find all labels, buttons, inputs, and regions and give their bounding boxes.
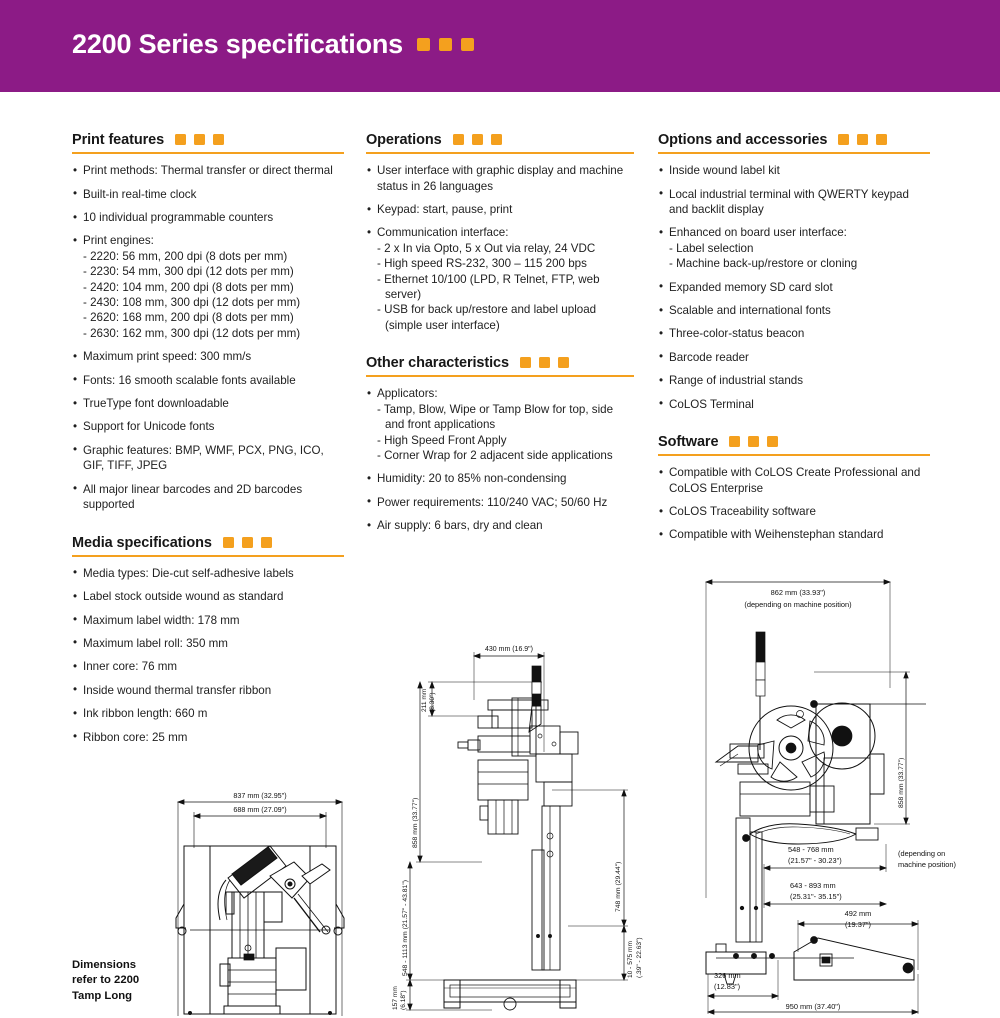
list-item	[72, 706, 344, 721]
section-print-features	[72, 132, 344, 513]
list-item-text: Power requirements: 110/240 VAC; 50/60 Hz	[377, 495, 608, 509]
list-item-text: Range of industrial stands	[669, 374, 804, 388]
list-item-text: Applicators:	[377, 387, 438, 401]
list-item	[72, 373, 344, 388]
sub-item: - Label selection	[669, 241, 754, 255]
list-item-text: Built-in real-time clock	[83, 187, 197, 201]
list-item	[72, 730, 344, 745]
square-marker-icon	[461, 38, 474, 51]
list-item	[72, 636, 344, 651]
list-item	[658, 326, 930, 341]
list-item-text: Graphic features: BMP, WMF, PCX, PNG, ICO, GIF, TIFF, JPEG	[83, 443, 324, 473]
list-item-text: Media types: Die-cut self-adhesive labels	[83, 566, 294, 580]
list-item-text: All major linear barcodes and 2D barcodes supported	[83, 482, 303, 512]
section-header	[72, 535, 344, 551]
section-marker-squares	[175, 134, 224, 145]
list-item-text: Barcode reader	[669, 350, 749, 364]
list-item-text: Print methods: Thermal transfer or direct thermal	[83, 164, 333, 178]
list-item-text: Maximum print speed: 300 mm/s	[83, 350, 252, 364]
dimension-label: 837 mm (32.95")	[233, 791, 287, 800]
dimension-label: 950 mm (37.40")	[785, 1002, 841, 1011]
square-marker-icon	[194, 134, 205, 145]
dimension-label: 548 - 1113 mm (21.57" - 43.81")	[402, 879, 409, 976]
spec-list	[366, 163, 634, 333]
page-header	[0, 0, 1000, 92]
section-title: Options and accessories	[658, 132, 828, 148]
section-header	[658, 434, 930, 450]
dimension-label: 643 - 893 mm	[790, 881, 836, 890]
sub-item: - 2220: 56 mm, 200 dpi (8 dots per mm)	[83, 249, 288, 263]
list-item	[658, 225, 930, 271]
list-item	[366, 471, 634, 486]
section-header	[72, 132, 344, 148]
spec-list	[72, 566, 344, 745]
section-marker-squares	[729, 436, 778, 447]
dimension-label: (12.83")	[714, 982, 741, 991]
list-item	[72, 349, 344, 364]
list-item-text: Inside wound thermal transfer ribbon	[83, 683, 272, 697]
list-item-text: Maximum label roll: 350 mm	[83, 636, 228, 650]
list-item	[658, 163, 930, 178]
section-marker-squares	[453, 134, 502, 145]
list-item-text: CoLOS Traceability software	[669, 505, 816, 519]
list-item	[658, 397, 930, 412]
section-marker-squares	[520, 357, 569, 368]
sub-item: - Machine back-up/restore or cloning	[669, 257, 858, 271]
content-column-2	[366, 132, 634, 542]
list-item	[366, 202, 634, 217]
dimension-label: (depending on machine position)	[744, 600, 852, 609]
dimension-label: 430 mm (16.9")	[484, 646, 534, 653]
list-item-text: Three-color-status beacon	[669, 327, 805, 341]
list-item-text: Local industrial terminal with QWERTY keypad and backlit display	[669, 187, 909, 216]
sub-item: - USB for back up/restore and label upload (simple user interface)	[377, 303, 597, 332]
list-item	[366, 225, 634, 333]
list-item	[72, 210, 344, 225]
section-divider	[658, 454, 930, 456]
technical-drawing-side-view	[392, 640, 648, 1018]
list-item	[366, 163, 634, 194]
list-item	[72, 683, 344, 698]
list-item-text: Print engines:	[83, 234, 154, 248]
sub-item: - Ethernet 10/100 (LPD, R Telnet, FTP, web server)	[377, 272, 600, 302]
square-marker-icon	[491, 134, 502, 145]
list-item-text: Ink ribbon length: 660 m	[83, 707, 208, 721]
sub-item: - 2630: 162 mm, 300 dpi (12 dots per mm)	[83, 326, 301, 340]
list-item-text: Support for Unicode fonts	[83, 420, 215, 434]
square-marker-icon	[539, 357, 550, 368]
square-marker-icon	[242, 537, 253, 548]
section-media-specifications	[72, 535, 344, 745]
dimension-label: (21.57" - 30.23")	[788, 856, 842, 865]
front-view-svg	[170, 788, 350, 1018]
section-other-characteristics	[366, 355, 634, 533]
drawing-note	[72, 958, 139, 1004]
square-marker-icon	[767, 436, 778, 447]
list-item	[658, 373, 930, 388]
header-marker-squares	[417, 38, 474, 51]
spec-list	[658, 465, 930, 543]
rear-view-svg	[694, 568, 994, 1016]
section-marker-squares	[838, 134, 887, 145]
list-item	[658, 527, 930, 542]
list-item	[658, 187, 930, 218]
sub-item: - High Speed Front Apply	[377, 433, 507, 447]
square-marker-icon	[520, 357, 531, 368]
square-marker-icon	[417, 38, 430, 51]
dimension-label: (25.31"- 35.15")	[790, 892, 842, 901]
square-marker-icon	[748, 436, 759, 447]
dimension-label: (6.18")	[400, 990, 407, 1010]
list-item-text: Expanded memory SD card slot	[669, 280, 833, 294]
sub-item: - Tamp, Blow, Wipe or Tamp Blow for top, side and front applications	[377, 402, 614, 432]
section-divider	[72, 152, 344, 154]
list-item-text: Scalable and international fonts	[669, 304, 831, 318]
dimension-label: 858 mm (33.77")	[412, 797, 419, 848]
list-item	[366, 495, 634, 510]
list-item-text: Label stock outside wound as standard	[83, 590, 284, 604]
square-marker-icon	[857, 134, 868, 145]
section-title: Media specifications	[72, 534, 212, 551]
list-item	[366, 518, 634, 533]
content-column-1	[72, 132, 344, 753]
list-item-text: Enhanced on board user interface:	[669, 226, 847, 240]
technical-drawing-rear-view	[694, 568, 994, 1016]
dimension-label: (depending on	[898, 849, 946, 858]
square-marker-icon	[838, 134, 849, 145]
list-item-text: Keypad: start, pause, print	[377, 203, 513, 216]
section-title: Print features	[72, 132, 165, 148]
list-item	[72, 589, 344, 604]
dimension-label: 858 mm (33.77")	[898, 757, 905, 808]
list-item-text: 10 individual programmable counters	[83, 211, 274, 224]
square-marker-icon	[558, 357, 569, 368]
dimension-label: 492 mm	[844, 909, 872, 918]
list-item	[72, 396, 344, 411]
page-title: 2200 Series specifications	[72, 28, 403, 59]
section-divider	[366, 375, 634, 377]
note-line: Dimensions	[72, 959, 137, 971]
spec-list	[658, 163, 930, 412]
list-item	[72, 419, 344, 434]
square-marker-icon	[213, 134, 224, 145]
list-item	[72, 659, 344, 674]
section-divider	[72, 555, 344, 557]
technical-drawing-front-view	[170, 788, 350, 1018]
spec-list	[72, 163, 344, 512]
list-item	[658, 350, 930, 365]
list-item-text: Maximum label width: 178 mm	[83, 613, 240, 627]
list-item-text: Fonts: 16 smooth scalable fonts available	[83, 373, 296, 387]
spec-list	[366, 386, 634, 533]
list-item	[658, 465, 930, 496]
list-item	[366, 386, 634, 463]
list-item-text: Ribbon core: 25 mm	[83, 730, 188, 744]
list-item	[72, 163, 344, 178]
list-item-text: User interface with graphic display and machine status in 26 languages	[377, 164, 624, 193]
section-header	[366, 355, 634, 371]
dimension-label: (19.37")	[844, 920, 872, 929]
list-item	[72, 233, 344, 341]
sub-item: - Corner Wrap for 2 adjacent side applications	[377, 449, 613, 463]
section-title: Other characteristics	[366, 355, 509, 372]
dimension-label: machine position)	[898, 860, 956, 869]
section-divider	[366, 152, 634, 154]
list-item-text: Compatible with CoLOS Create Professional and CoLOS Enterprise	[669, 466, 921, 495]
note-line: refer to 2200	[72, 974, 140, 987]
square-marker-icon	[223, 537, 234, 548]
section-title: Operations	[366, 132, 442, 148]
list-item-text: TrueType font downloadable	[83, 397, 229, 411]
section-options-and-accessories	[658, 132, 930, 412]
dimension-label: (.39" - 22.63")	[636, 937, 643, 978]
content-column-3	[658, 132, 930, 551]
list-item	[72, 566, 344, 581]
list-item	[72, 187, 344, 202]
section-marker-squares	[223, 537, 272, 548]
square-marker-icon	[876, 134, 887, 145]
section-title: Software	[658, 434, 719, 451]
dimension-label: 157 mm	[392, 986, 399, 1010]
note-line: Tamp Long	[72, 989, 133, 1002]
square-marker-icon	[175, 134, 186, 145]
dimension-label: 748 mm (29.44")	[615, 861, 622, 912]
list-item	[72, 613, 344, 628]
sub-item: - High speed RS-232, 300 – 115 200 bps	[377, 257, 587, 271]
section-software	[658, 434, 930, 543]
dimension-label: 211 mm	[421, 688, 428, 712]
sub-item: - 2430: 108 mm, 300 dpi (12 dots per mm)	[83, 296, 301, 310]
list-item-text: Communication interface:	[377, 226, 509, 240]
dimension-label: 548 - 768 mm	[788, 845, 834, 854]
sub-item: - 2620: 168 mm, 200 dpi (8 dots per mm)	[83, 311, 294, 325]
list-item	[72, 443, 344, 474]
list-item-text: Inside wound label kit	[669, 164, 780, 178]
dimension-label: 10 - 575 mm	[627, 940, 634, 978]
section-header	[366, 132, 634, 148]
side-view-svg	[392, 640, 648, 1018]
sub-item: - 2230: 54 mm, 300 dpi (12 dots per mm)	[83, 265, 294, 279]
square-marker-icon	[453, 134, 464, 145]
list-item	[658, 303, 930, 318]
dimension-label: 326 mm	[714, 971, 741, 980]
sub-item: - 2 x In via Opto, 5 x Out via relay, 24 VDC	[377, 241, 596, 255]
section-operations	[366, 132, 634, 333]
list-item-text: Inner core: 76 mm	[83, 660, 178, 674]
dimension-label: 862 mm (33.93")	[770, 588, 826, 597]
list-item	[72, 482, 344, 513]
section-header	[658, 132, 930, 148]
list-item-text: Air supply: 6 bars, dry and clean	[377, 519, 543, 533]
square-marker-icon	[729, 436, 740, 447]
list-item	[658, 280, 930, 295]
list-item-text: CoLOS Terminal	[669, 397, 754, 411]
section-divider	[658, 152, 930, 154]
list-item-text: Humidity: 20 to 85% non-condensing	[377, 472, 567, 486]
square-marker-icon	[261, 537, 272, 548]
dimension-label: (8.30")	[429, 692, 436, 712]
square-marker-icon	[439, 38, 452, 51]
list-item	[658, 504, 930, 519]
list-item-text: Compatible with Weihenstephan standard	[669, 528, 884, 542]
dimension-label: 688 mm (27.09")	[233, 805, 287, 814]
sub-item: - 2420: 104 mm, 200 dpi (8 dots per mm)	[83, 280, 294, 294]
square-marker-icon	[472, 134, 483, 145]
